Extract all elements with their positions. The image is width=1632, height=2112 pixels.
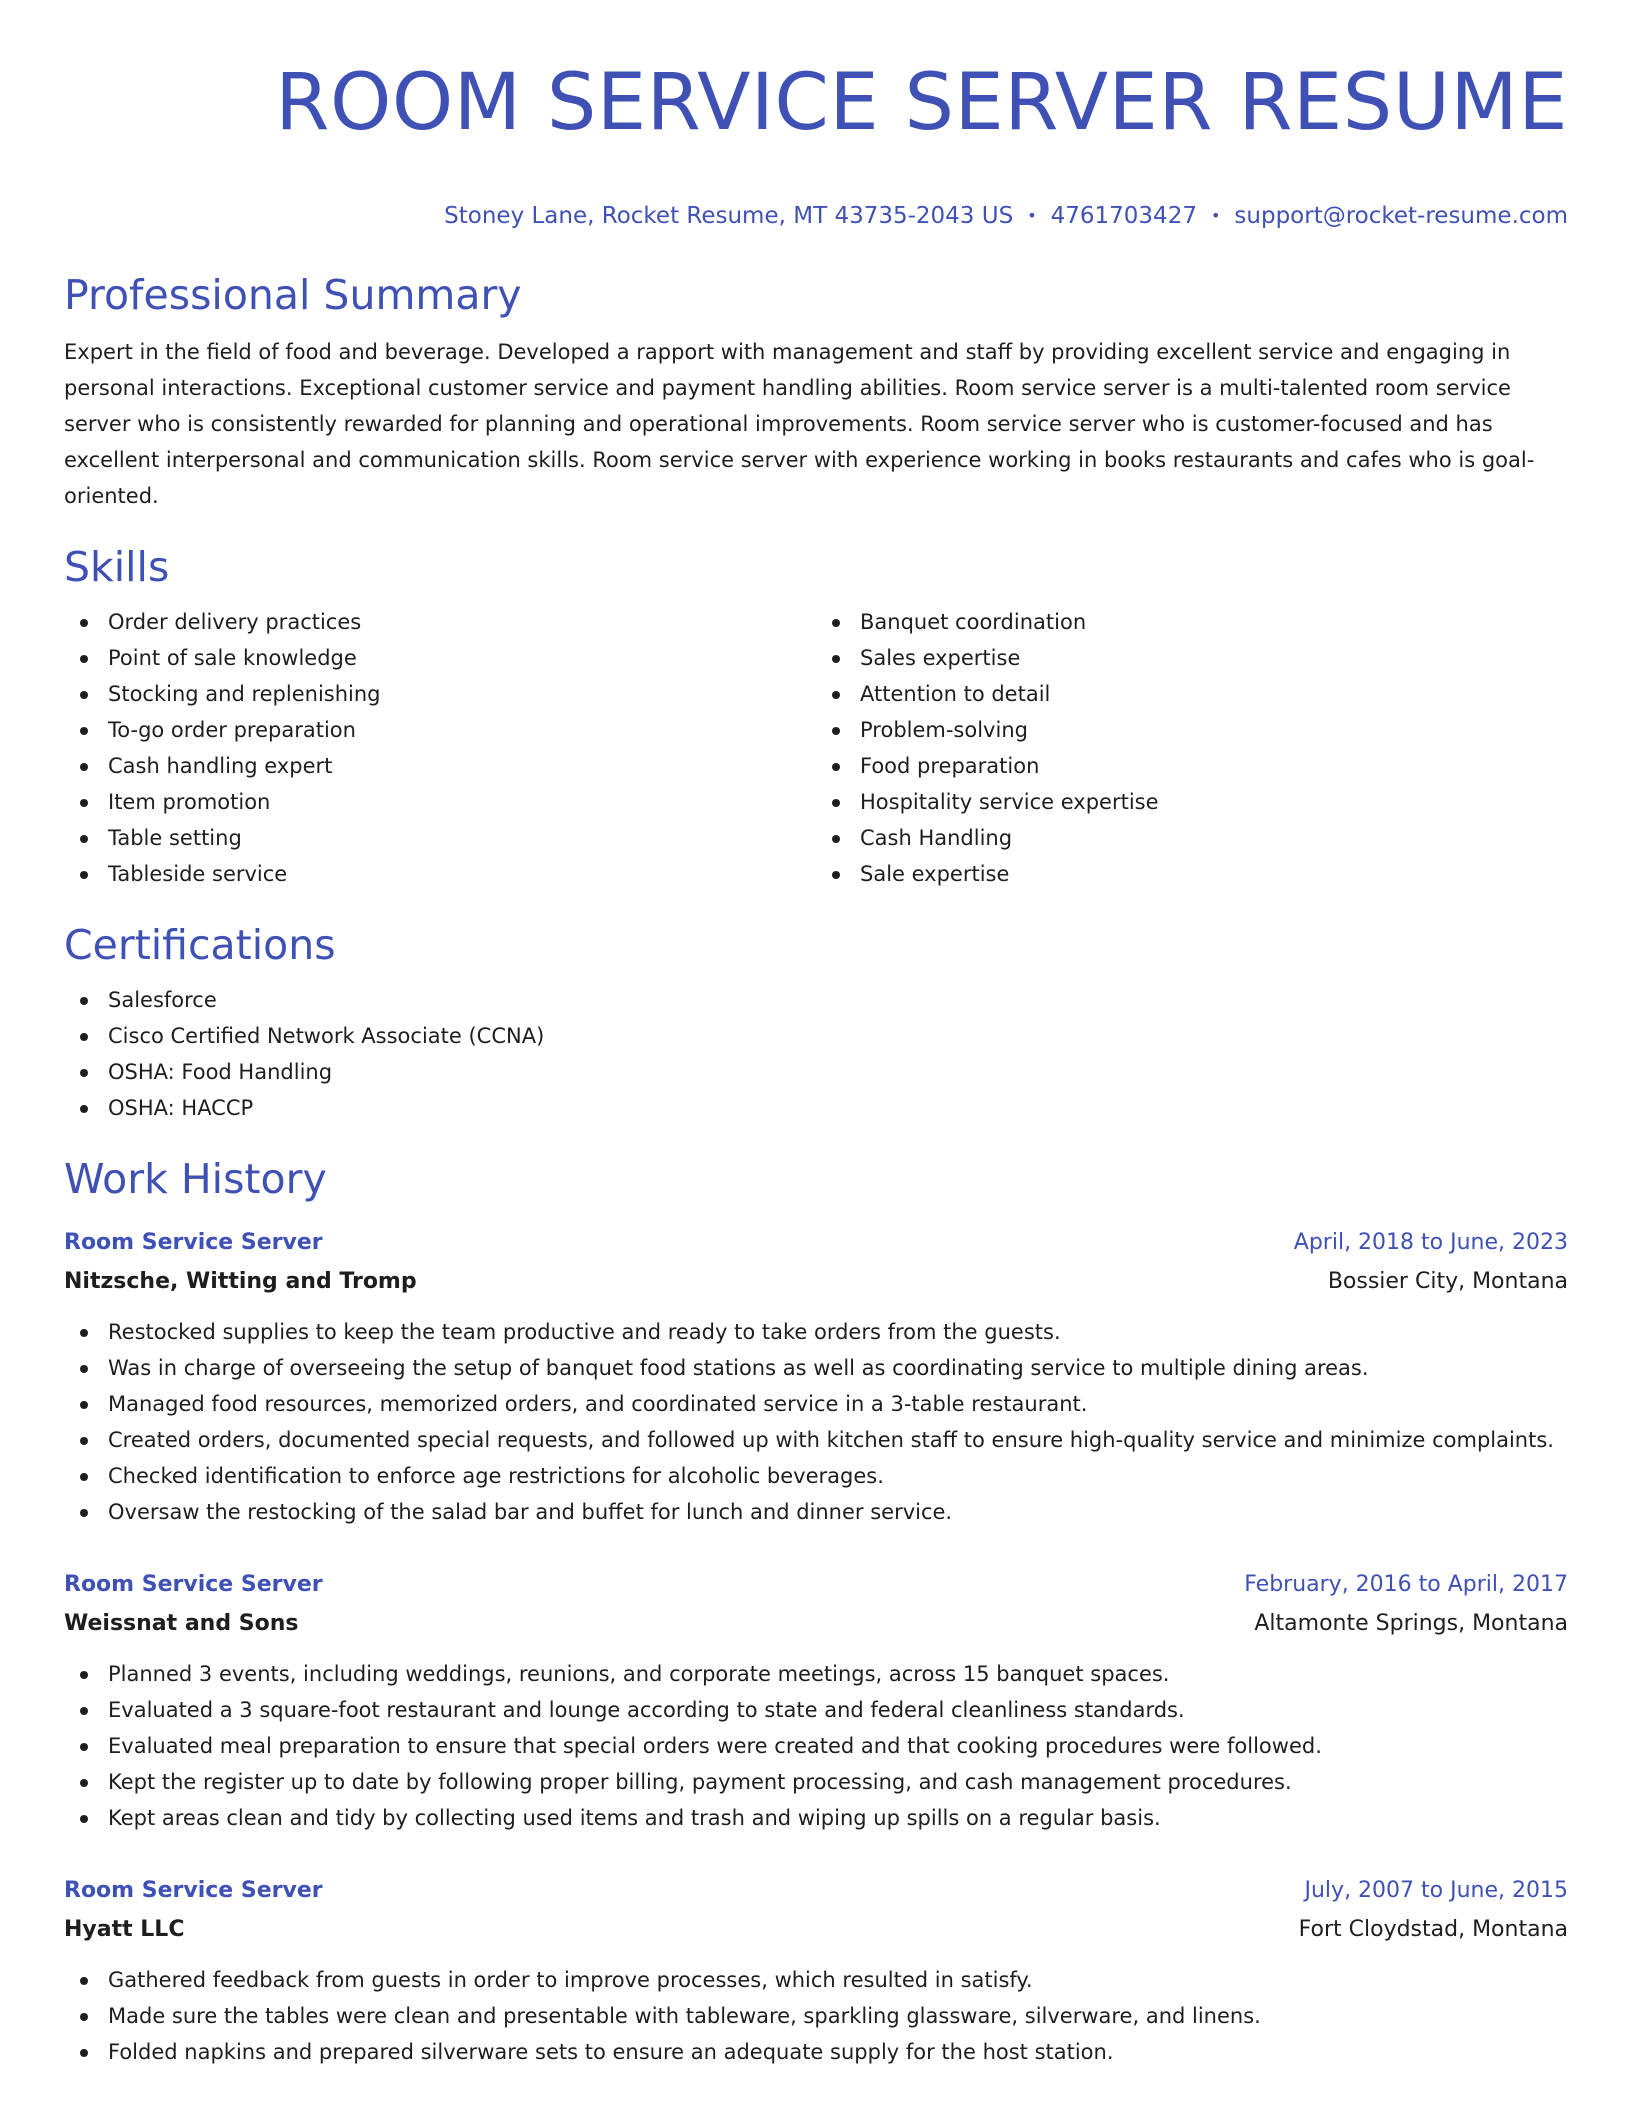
skill-item: Attention to detail — [860, 676, 1568, 712]
job-dates: April, 2018 to June, 2023 — [1293, 1230, 1568, 1256]
section-title-skills: Skills — [64, 543, 170, 592]
job-bullet: Folded napkins and prepared silverware sets to ensure an adequate supply for the host station. — [108, 2034, 1568, 2070]
skills-list — [64, 604, 1568, 892]
resume-title: ROOM SERVICE SERVER RESUME — [275, 58, 1568, 148]
skill-item: Hospitality service expertise — [860, 784, 1568, 820]
contact-email[interactable]: support@rocket-resume.com — [1234, 203, 1568, 230]
certification-item: Cisco Certified Network Associate (CCNA) — [108, 1018, 1568, 1054]
skill-item: Cash Handling — [860, 820, 1568, 856]
skill-item: Food preparation — [860, 748, 1568, 784]
job-header — [64, 1224, 1568, 1262]
job-header — [64, 1566, 1568, 1604]
job-title: Room Service Server — [64, 1572, 323, 1598]
skill-item: To-go order preparation — [108, 712, 816, 748]
job-bullet: Created orders, documented special requests, and followed up with kitchen staff to ensure high-quality service and minimize complaints. — [108, 1422, 1568, 1458]
skill-item: Problem-solving — [860, 712, 1568, 748]
job-title: Room Service Server — [64, 1230, 323, 1256]
job-bullet: Restocked supplies to keep the team productive and ready to take orders from the guests. — [108, 1314, 1568, 1350]
job-company-row — [64, 1910, 1568, 1950]
job-bullets — [64, 1962, 1568, 2070]
job-location: Fort Cloydstad, Montana — [1298, 1917, 1568, 1943]
certifications-list — [64, 982, 1568, 1126]
skill-item: Stocking and replenishing — [108, 676, 816, 712]
job-title: Room Service Server — [64, 1878, 323, 1904]
professional-summary-text: Expert in the field of food and beverage. Developed a rapport with management and staff by providing excellent service and engaging in personal interactions. Exceptional customer service and payment handling abilities. Room service server is a multi-talented room service server who is consistently rewarded for planning and operational improvements. Room service server who is customer-focused and has excellent interpersonal and communication skills. Room service server with experience working in books restaurants and cafes who is goal-oriented. — [64, 340, 1535, 509]
job-header — [64, 1872, 1568, 1910]
contact-separator: • — [1027, 206, 1037, 226]
job-bullet: Checked identification to enforce age restrictions for alcoholic beverages. — [108, 1458, 1568, 1494]
skills-column-right — [816, 604, 1568, 892]
skill-item: Table setting — [108, 820, 816, 856]
skill-item: Item promotion — [108, 784, 816, 820]
job-bullet: Kept areas clean and tidy by collecting used items and trash and wiping up spills on a regular basis. — [108, 1800, 1568, 1836]
skill-item: Sale expertise — [860, 856, 1568, 892]
job-location: Altamonte Springs, Montana — [1254, 1611, 1568, 1637]
skill-item: Tableside service — [108, 856, 816, 892]
contact-address: Stoney Lane, Rocket Resume, MT 43735-2043 US — [444, 203, 1014, 230]
skill-item: Order delivery practices — [108, 604, 816, 640]
job-dates: February, 2016 to April, 2017 — [1244, 1572, 1568, 1598]
skills-column-left — [64, 604, 816, 892]
job-bullets — [64, 1656, 1568, 1836]
job-bullet: Evaluated a 3 square-foot restaurant and lounge according to state and federal cleanliness standards. — [108, 1692, 1568, 1728]
certification-item: OSHA: Food Handling — [108, 1054, 1568, 1090]
job-entry — [64, 1872, 1568, 2070]
section-title-certifications: Certifications — [64, 921, 336, 970]
job-bullet: Evaluated meal preparation to ensure that special orders were created and that cooking procedures were followed. — [108, 1728, 1568, 1764]
section-title-professional-summary: Professional Summary — [64, 271, 522, 320]
job-dates: July, 2007 to June, 2015 — [1304, 1878, 1568, 1904]
job-company: Hyatt LLC — [64, 1917, 185, 1943]
job-bullet: Made sure the tables were clean and presentable with tableware, sparkling glassware, silverware, and linens. — [108, 1998, 1568, 2034]
job-entry — [64, 1566, 1568, 1836]
job-bullet: Gathered feedback from guests in order to improve processes, which resulted in satisfy. — [108, 1962, 1568, 1998]
job-bullet: Was in charge of overseeing the setup of banquet food stations as well as coordinating service to multiple dining areas. — [108, 1350, 1568, 1386]
contact-line — [64, 200, 1568, 232]
job-company-row — [64, 1604, 1568, 1644]
section-title-work-history: Work History — [64, 1155, 327, 1204]
job-bullet: Kept the register up to date by following proper billing, payment processing, and cash management procedures. — [108, 1764, 1568, 1800]
certification-item: OSHA: HACCP — [108, 1090, 1568, 1126]
job-bullet: Planned 3 events, including weddings, reunions, and corporate meetings, across 15 banquet spaces. — [108, 1656, 1568, 1692]
job-bullet: Oversaw the restocking of the salad bar and buffet for lunch and dinner service. — [108, 1494, 1568, 1530]
skill-item: Cash handling expert — [108, 748, 816, 784]
job-bullet: Managed food resources, memorized orders, and coordinated service in a 3-table restaurant. — [108, 1386, 1568, 1422]
job-company-row — [64, 1262, 1568, 1302]
job-company: Nitzsche, Witting and Tromp — [64, 1269, 417, 1295]
skill-item: Banquet coordination — [860, 604, 1568, 640]
contact-phone: 4761703427 — [1050, 203, 1197, 230]
skill-item: Sales expertise — [860, 640, 1568, 676]
job-location: Bossier City, Montana — [1327, 1269, 1568, 1295]
contact-separator: • — [1210, 206, 1221, 226]
job-bullets — [64, 1314, 1568, 1530]
job-company: Weissnat and Sons — [64, 1611, 299, 1637]
resume-page — [64, 0, 1568, 2070]
job-entry — [64, 1224, 1568, 1530]
skill-item: Point of sale knowledge — [108, 640, 816, 676]
certification-item: Salesforce — [108, 982, 1568, 1018]
